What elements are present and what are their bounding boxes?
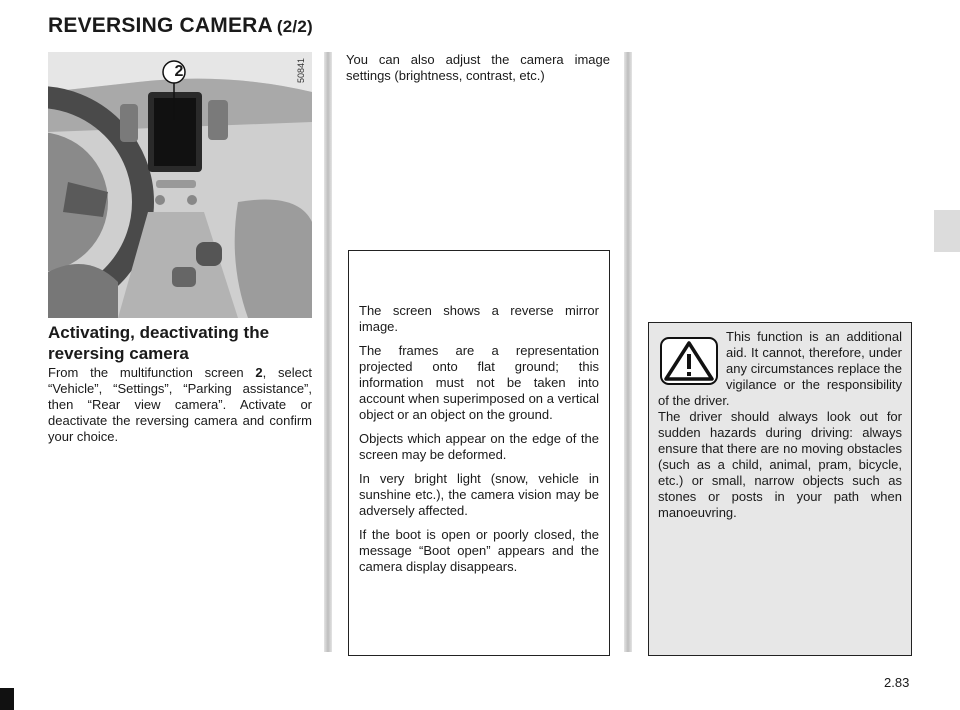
column-rule-right [624,52,632,652]
column2-intro [346,52,610,84]
dashboard-photo [48,52,312,318]
figure-code: 50841 [296,58,306,84]
info-paragraph: Objects which appear on the edge of the screen may be deformed. [359,431,599,462]
page-title-suffix: (2/2) [276,17,313,36]
chapter-tab [934,210,960,252]
info-paragraph: The screen shows a reverse mirror image. [359,303,599,334]
section-body-bold: 2 [255,365,263,380]
section-body-pre: From the multifunction screen [48,365,256,380]
info-paragraph: The frames are a representation projected onto flat ground; this information must not be taken into account when superimposed on a vertical object or an object on the ground. [359,343,599,422]
column-rule-left [324,52,332,652]
column2-intro-text: You can also adjust the camera image settings (brightness, contrast, etc.) [346,52,610,83]
warning-paragraph-2: The driver should always look out for sudden hazards during driving: always ensure that there are no moving obstacles (such as a child, animal, pram, bicycle, etc.) or small, narrow objects such as stones or posts in your path when manoeuvring. [658,409,902,520]
info-paragraph: If the boot is open or poorly closed, the message “Boot open” appears and the camera display disappears. [359,527,599,574]
warning-paragraph-1: This function is an additional aid. It cannot, therefore, under any circumstances replace the vigilance or the responsibility of the driver. [658,329,902,408]
page-title-text: REVERSING CAMERA [48,14,273,37]
section-body-post: , select “Vehicle”, “Settings”, “Parking assistance”, then “Rear view camera”. Activate or deactivate the reversing camera and confirm your choice. [48,365,312,444]
warning-box [648,322,912,656]
section-heading: Activating, deactivating the reversing camera [48,323,270,363]
section-body [48,365,312,445]
info-box [348,250,610,656]
info-paragraph: In very bright light (snow, vehicle in sunshine etc.), the camera vision may be adversely affected. [359,471,599,518]
figure-callout-label: 2 [174,63,184,80]
page-corner-mark [0,688,14,710]
warning-triangle-icon [660,337,718,385]
page-title [48,14,313,38]
page-number: 2.83 [884,675,910,690]
dashboard-illustration [48,52,312,318]
